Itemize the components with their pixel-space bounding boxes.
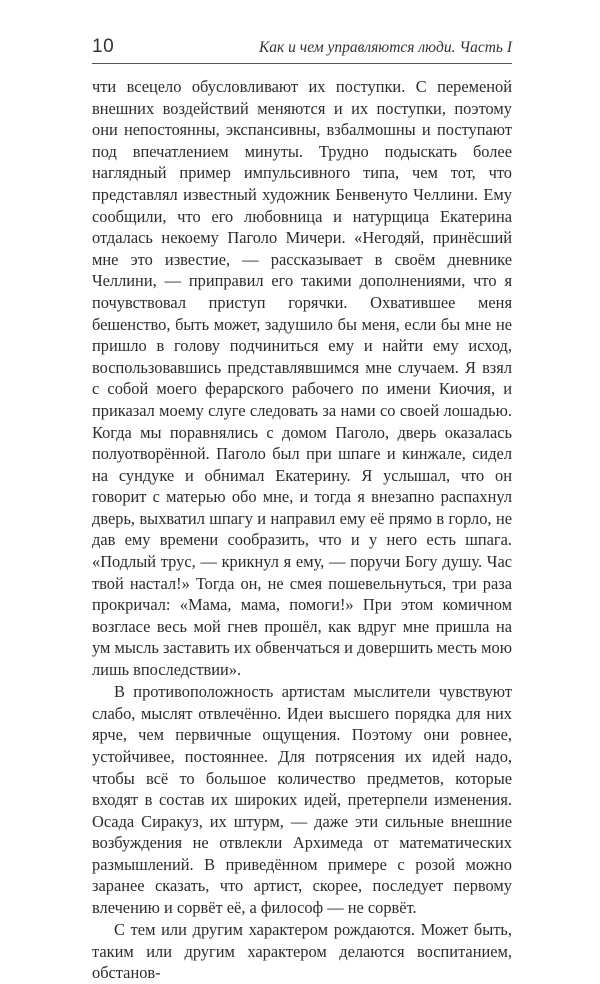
running-title: Как и чем управляются люди. Часть I	[259, 39, 512, 56]
page-number: 10	[92, 36, 115, 57]
page-header	[92, 30, 512, 60]
paragraph-continuation: чти всецело обусловливают их поступки. С переменой внешних воздействий меняются и их поступки, поэтому они непостоянны, экспансивны, взбалмошны и поступают под впечатлением минуты. Трудно подыскать более наглядный пример импульсивного типа, чем тот, что представлял известный художник Бенвенуто Челлини. Ему сообщили, что его любовница и натурщица Екатерина отдалась некоему Паголо Мичери. «Негодяй, принёсший мне это известие, — рассказывает в своём дневнике Челлини, — приправил его такими дополнениями, что я почувствовал приступ горячки. Охватившее меня бешенство, быть может, задушило бы меня, если бы мне не пришло в голову подчиниться ему и найти ему исход, воспользовавшись представлявшимся мне случаем. Я взял с собой моего ферарского рабочего по имени Киочия, и приказал моему слуге следовать за нами со своей лошадью. Когда мы поравнялись с домом Паголо, дверь оказалась полуотворённой. Паголо был при шпаге и кинжале, сидел на сундуке и обнимал Екатерину. Я услышал, что он говорит с матерью обо мне, и тогда я внезапно распахнул дверь, выхватил шпагу и направил ему её прямо в горло, не дав ему времени сообразить, что и у него есть шпага. «Подлый трус, — крикнул я ему, — поручи Богу душу. Час твой настал!» Тогда он, не смея пошевельнуться, три раза прокричал: «Мама, мама, помоги!» При этом комичном возгласе весь мой гнев прошёл, как вдруг мне пришла на ум мысль заставить их обвенчаться и довершить месть мою лишь впоследствии».	[92, 77, 512, 680]
body-text	[92, 76, 512, 984]
paragraph: С тем или другим характером рождаются. Может быть, таким или другим характером делаются воспитанием, обстанов-	[92, 920, 512, 983]
header-rule	[92, 63, 512, 64]
paragraph: В противоположность артистам мыслители чувствуют слабо, мыслят отвлечённо. Идеи высшего порядка для них ярче, чем первичные ощущения. Поэтому они ровнее, устойчивее, постояннее. Для потрясения их идей надо, чтобы всё то большое количество предметов, которые входят в состав их широких идей, претерпели изменения. Осада Сиракуз, их штурм, — даже эти сильные внешние возбуждения не отвлекли Архимеда от математических размышлений. В приведённом примере с розой можно заранее сказать, что артист, скорее, последует первому влечению и сорвёт её, а философ — не сорвёт.	[92, 682, 512, 918]
